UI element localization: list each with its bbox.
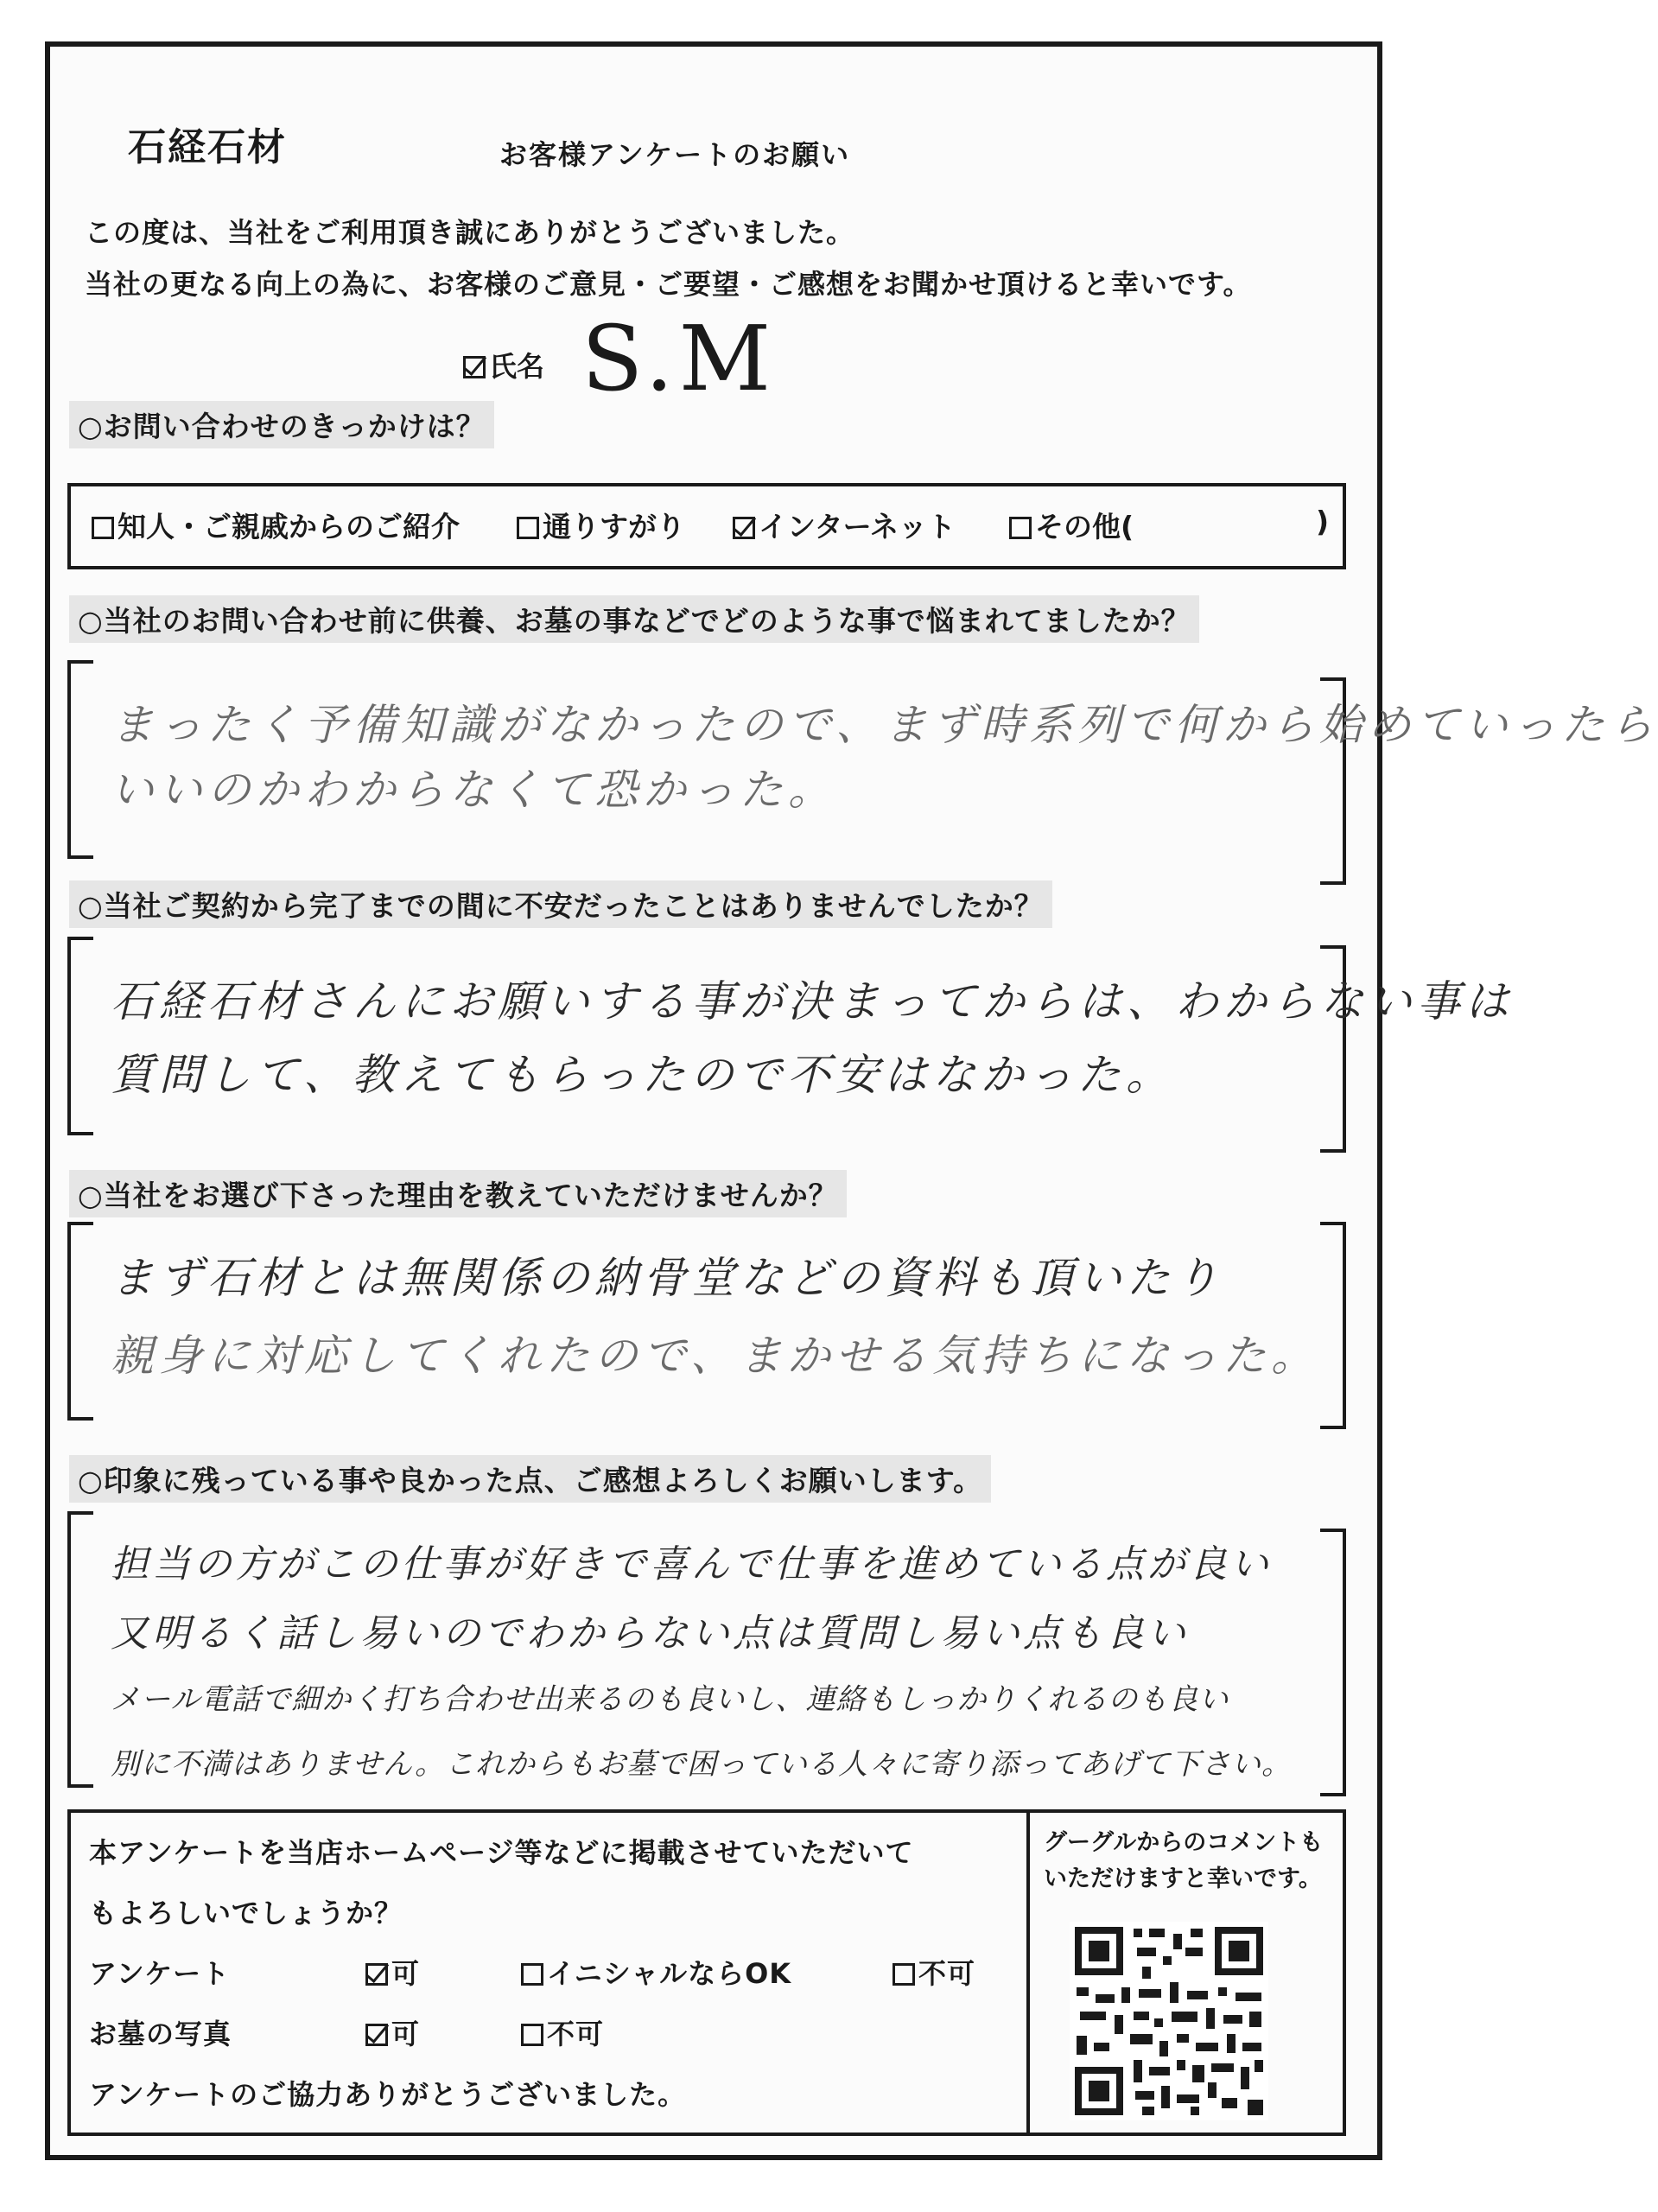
intro-line-2: 当社の更なる向上の為に、お客様のご意見・ご要望・ご感想をお聞かせ頂けると幸いです。 [85,268,1252,301]
photo-option-deny[interactable] [521,2012,604,2052]
q4-heading: ○当社をお選び下さった理由を教えていただけませんか？ [69,1170,847,1217]
q5-answer-line-1: 担当の方がこの仕事が好きで喜んで仕事を進めている点が良い [111,1542,1272,1586]
q2-bracket-left [67,660,93,859]
q5-answer-line-3: メール電話で細かく打ち合わせ出来るのも良いし、連絡もしっかりくれるのも良い [111,1682,1229,1717]
survey-option-deny[interactable] [893,1952,975,1992]
checkbox[interactable] [733,517,755,539]
checkbox[interactable] [92,517,114,539]
consent-row-survey-label: アンケート [89,1957,231,1990]
q5-heading: ○印象に残っている事や良かった点、ご感想よろしくお願いします。 [69,1455,991,1503]
option-label: 可 [391,2018,421,2050]
q3-answer-line-2: 質問して、教えてもらったので不安はなかった。 [111,1050,1174,1100]
consent-row-photo-label: お墓の写真 [89,2018,232,2050]
q1-option-other[interactable] [1009,505,1134,545]
option-label: 不可 [547,2018,605,2050]
q3-heading: ○当社ご契約から完了までの間に不安だったことはありませんでしたか？ [69,880,1052,928]
checkbox[interactable] [521,2024,543,2046]
consent-text-line-1: 本アンケートを当店ホームページ等などに掲載させていただいて [89,1836,914,1869]
q1-option-internet[interactable] [733,505,956,545]
q2-heading: ○当社のお問い合わせ前に供養、お墓の事などでどのような事で悩まれてましたか？ [69,595,1199,643]
survey-option-allow[interactable] [365,1952,420,1992]
name-value[interactable]: S.M [581,306,777,411]
q5-answer-line-4: 別に不満はありません。これからもお墓で困っている人々に寄り添ってあげて下さい。 [111,1747,1293,1782]
name-label-row [463,345,544,385]
option-label: 不可 [918,1957,976,1990]
survey-sheet [45,41,1658,2160]
thanks-text: アンケートのご協力ありがとうございました。 [89,2078,687,2111]
option-label: イニシャルならOK [547,1957,792,1990]
q4-bracket-right [1320,1222,1346,1429]
q5-bracket-left [67,1511,93,1788]
qr-code-icon[interactable] [1070,1922,1268,2120]
checkbox[interactable] [365,2024,388,2046]
option-label: 可 [391,1957,421,1990]
checkbox[interactable] [1009,517,1032,539]
option-label: インターネット [759,510,956,543]
company-name: 石経石材 [128,125,287,169]
q4-answer-line-1: まず石材とは無関係の納骨堂などの資料も頂いたり [111,1253,1223,1303]
q5-answer-line-2: 又明るく話し易いのでわからない点は質問し易い点も良い [111,1611,1189,1656]
checkbox[interactable] [521,1963,543,1986]
q1-option-referral[interactable] [92,505,460,545]
q4-bracket-left [67,1222,93,1421]
q3-bracket-left [67,937,93,1135]
consent-text-line-2: もよろしいでしょうか？ [89,1897,403,1929]
q2-answer-line-2: いいのかわからなくて恐かった。 [111,765,836,815]
survey-option-initials[interactable] [521,1952,791,1992]
q1-heading: ○お問い合わせのきっかけは？ [69,401,494,448]
name-label: 氏名 [489,350,545,383]
checkbox[interactable] [365,1963,388,1986]
qr-caption: グーグルからのコメントもいただけますと幸いです。 [1044,1829,1324,1892]
photo-option-allow[interactable] [365,2012,420,2052]
intro-line-1: この度は、当社をご利用頂き誠にありがとうございました。 [85,216,855,249]
q2-answer-line-1: まったく予備知識がなかったので、まず時系列で何から始めていったら [111,700,1658,750]
option-label: 通りすがり [543,510,685,543]
q5-bracket-right [1320,1529,1346,1796]
survey-title: お客様アンケートのお願い [499,138,851,171]
q1-option-passing-by[interactable] [517,505,685,545]
checkbox[interactable] [517,517,539,539]
q1-other-close: ) [1316,505,1330,538]
q4-answer-line-2: 親身に対応してくれたので、まかせる気持ちになった。 [111,1331,1319,1381]
q3-answer-line-1: 石経石材さんにお願いする事が決まってからは、わからない事は [111,976,1514,1027]
name-checkbox[interactable] [463,356,486,378]
option-label: その他( [1035,510,1134,543]
checkbox[interactable] [893,1963,915,1986]
option-label: 知人・ご親戚からのご紹介 [118,510,460,543]
